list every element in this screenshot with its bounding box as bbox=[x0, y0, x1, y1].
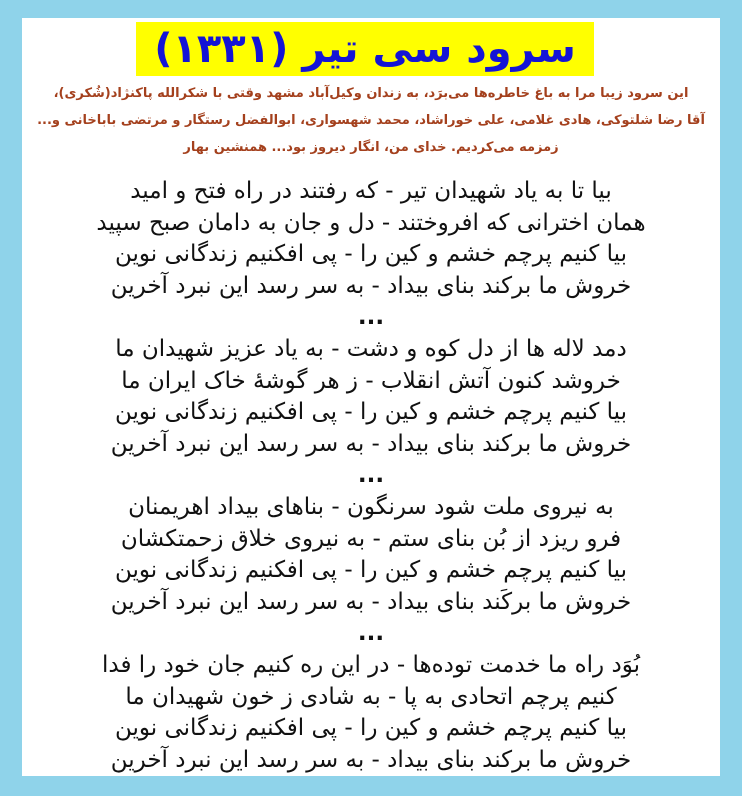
poem-verse: بیا کنیم پرچم خشم و کین را - پی افکنیم زندگانی نوین bbox=[114, 241, 628, 268]
poem-verse: خروش ما برکَند بنای بیداد - به سر رسد این نبرد آخرین bbox=[110, 588, 632, 615]
poem-panel bbox=[22, 18, 720, 776]
intro-note bbox=[22, 80, 720, 161]
poem-verse: همان اخترانی که افروختند - دل و جان به دامان صبح سپید bbox=[96, 209, 646, 236]
poem-verse: بیا تا به یاد شهیدان تیر - که رفتند در راه فتح و امید bbox=[130, 178, 612, 204]
poem-verse: دمد لاله ها از دل کوه و دشت - به یاد عزیز شهیدان ما bbox=[115, 335, 627, 362]
poem-verse: خروش ما برکند بنای بیداد - به سر رسد این نبرد آخرین bbox=[110, 746, 632, 773]
poem-verse: به نیروی ملت شود سرنگون - بناهای بیداد اهریمنان bbox=[128, 493, 614, 520]
poem-verse: خروش ما برکند بنای بیداد - به سر رسد این نبرد آخرین bbox=[110, 272, 632, 299]
title-banner bbox=[136, 22, 594, 76]
page-title: سرود سی تیر (۱۳۳۱) bbox=[154, 26, 576, 72]
poem-verse: بُوَد راه ما خدمت توده‌ها - در این ره کنیم جان خود را فدا bbox=[101, 651, 640, 678]
poem-verse: کنیم پرچم اتحادی به پا - به شادی ز خون شهیدان ما bbox=[125, 683, 617, 710]
stanza-separator: ... bbox=[357, 620, 385, 647]
poem-verse: خروشد کنون آتش انقلاب - ز هر گوشهٔ خاک ایران ما bbox=[121, 367, 621, 394]
poem-verse: بیا کنیم پرچم خشم و کین را - پی افکنیم زندگانی نوین bbox=[114, 715, 628, 742]
stanza-separator: ... bbox=[357, 304, 385, 331]
poem-verse: فرو ریزد از بُن بنای ستم - به نیروی خلاق زحمتکشان bbox=[120, 525, 622, 552]
poem-verse: بیا کنیم پرچم خشم و کین را - پی افکنیم زندگانی نوین bbox=[114, 557, 628, 584]
poem-verse: بیا کنیم پرچم خشم و کین را - پی افکنیم زندگانی نوین bbox=[114, 399, 628, 426]
poem-verse: خروش ما برکند بنای بیداد - به سر رسد این نبرد آخرین bbox=[110, 430, 632, 457]
intro-line: زمزمه می‌کردیم. خدای من، انگار دیروز بود... همنشین بهار bbox=[183, 140, 559, 155]
intro-line: این سرود زیبا مرا به باغ خاطره‌ها می‌برَد، به زندان وکیل‌آباد مشهد وقتی با شکرالله پاکنژاد(شُکری)، bbox=[53, 86, 689, 101]
stanza-separator: ... bbox=[357, 462, 385, 489]
intro-line: آقا رضا شلتوکی، هادی غلامی، علی خوراشاد، محمد شهسواری، ابوالفضل رستگار و مرتضی باباخانی و... bbox=[37, 113, 705, 128]
poem-body bbox=[22, 176, 720, 776]
